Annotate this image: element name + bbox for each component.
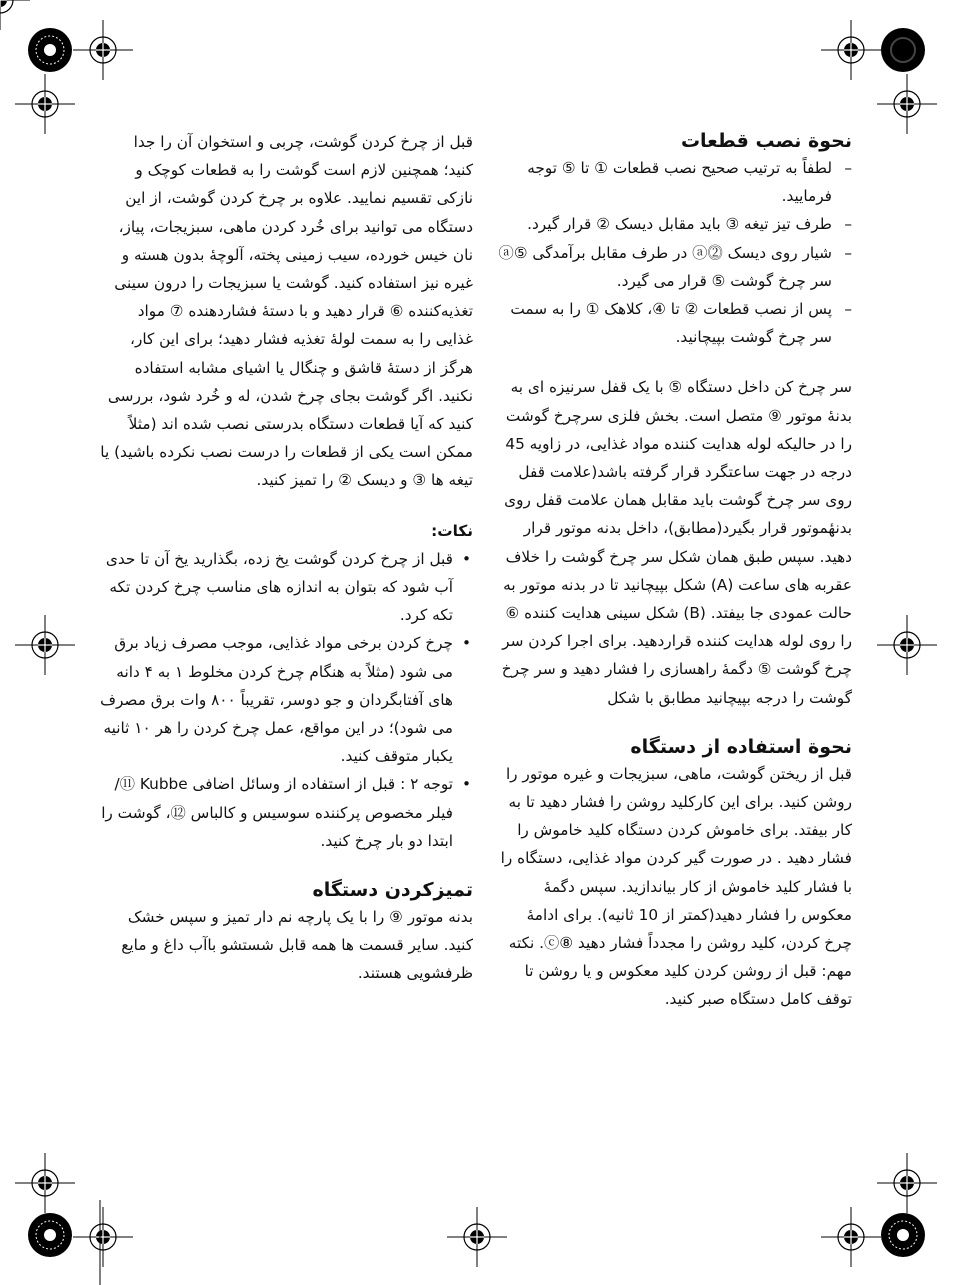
cleaning-title: تمیزکردن دستگاه (312, 879, 473, 902)
starburst-icon (881, 28, 925, 72)
crosshair-icon (0, 0, 30, 30)
assembly-list (497, 154, 852, 351)
list-item: • چرخ کردن برخی مواد غذایی، موجب مصرف زیاد برق می شود (مثلاً به هنگام چرخ کردن مخلوط ۱ به ۴ دانه های آفتابگردان و جو دوسر، تقریباً ۸۰۰ وات برق مصرف می شود)؛ در این مواقع، عمل چرخ کردن را هر ۱۰ ثانیه یکبار متوقف کنید. (100, 629, 473, 770)
list-item: – طرف تیز تیغه ③ باید مقابل دیسک ② قرار گیرد. (497, 210, 852, 238)
notes-list (100, 545, 473, 855)
intro-paragraph: قبل از چرخ کردن گوشت، چربی و استخوان آن را جدا کنید؛ همچنین لازم است گوشت را به قطعات کوچک و نازکی تقسیم نمایید. علاوه بر چرخ کردن گوشت، از این دستگاه می توانید برای خُرد کردن ماهی، سبزیجات، پیاز، نان خیس خورده، سیب زمینی پخته، آلوچهٔ بدون هسته و غیره نیز استفاده کنید. گوشت یا سبزیجات را درون سینی تغذیه‌کننده ⑥ قرار دهید و با دستهٔ فشاردهنده ⑦ مواد غذایی را به سمت لولهٔ تغذیه فشار دهید؛ برای این کار، هرگز از دستهٔ قاشق و چنگال یا اشیای مشابه استفاده نکنید. اگر گوشت بجای چرخ شدن، له و خُرد شود، بررسی کنید که آیا قطعات دستگاه بدرستی نصب شده اند (مثلاً ممکن است یکی از قطعات را درست نصب نکرده باشید) یا تیغه ها ③ و دیسک ② را تمیز کنید. (100, 133, 473, 490)
starburst-icon (28, 28, 72, 72)
list-item: – پس از نصب قطعات ② تا ④، کلاهک ① را به سمت سر چرخ گوشت بپیچانید. (497, 295, 852, 351)
usage-title: نحوة استفاده از دستگاه (630, 735, 852, 758)
notes-title: نکات: (431, 521, 473, 540)
list-item: – شیار روی دیسک ⓶ⓐ در طرف مقابل برآمدگی ⑤ⓐ سر چرخ گوشت ⑤ قرار می گیرد. (497, 239, 852, 295)
list-item: • قبل از چرخ کردن گوشت یخ زده، بگذارید یخ آن تا حدی آب شود که بتوان به اندازه های مناسب چرخ کردن تکه تکه کرد. (100, 545, 473, 630)
assembly-title: نحوة نصب قطعات (680, 130, 852, 152)
usage-paragraph: قبل از ریختن گوشت، ماهی، سبزیجات و غیره موتور را روشن کنید. برای این کارکلید روشن را فشار دهید تا به کار بیفتد. برای خاموش کردن دستگاه کلید خاموش را فشار دهید . در صورت گیر کردن مواد غذایی، دستگاه را با فشار کلید خاموش از کار بیاندازید. سپس دگمهٔ معکوس را فشار دهید(کمتر از 10 ثانیه). برای ادامهٔ چرخ کردن، کلید روشن را مجدداً فشار دهید ⑧ⓒ. نکته مهم: قبل از روشن کردن کلید معکوس و یا روشن تا توقف کامل دستگاه صبر کنید. (500, 764, 852, 1009)
starburst-icon (28, 1213, 72, 1257)
list-item: • توجه ۲ : قبل از استفاده از وسائل اضافی Kubbe ⑪/ فیلر مخصوص پرکننده سوسیس و کالباس ⑫، گوشت را ابتدا دو بار چرخ کنید. (100, 770, 473, 855)
right-column (497, 128, 852, 1014)
list-item: – لطفاً به ترتیب صحیح نصب قطعات ① تا ⑤ توجه فرمایید. (497, 154, 852, 210)
cleaning-paragraph: بدنه موتور ⑨ را با یک پارچه نم دار تمیز و سپس خشک کنید. سایر قسمت ها همه قابل شستشو باآب داغ و مایع ظرفشویی هستند. (121, 908, 473, 983)
left-column (100, 128, 473, 988)
starburst-icon (881, 1213, 925, 1257)
assembly-paragraph: سر چرخ کن داخل دستگاه ⑤ با یک قفل سرنیزه ای به بدنهٔ موتور ⑨ متصل است. بخش فلزی سرچرخ گوشت را در حالیکه لوله هدایت کننده مواد غذایی، در زاویه 45 درجه در جهت ساعتگرد قرار گرفته باشد(علامت قفل روی سر چرخ گوشت باید مقابل همان علامت قفل روی بدنهٔموتور قرار بگیرد(مطابق)، داخل بدنه موتور قرار دهید. سپس طبق همان شکل سر چرخ گوشت را خلاف عقربه های ساعت (A) شکل بپیچانید تا در بدنه موتور به حالت عمودی جا بیفتد. (B) شکل سینی هدایت کننده ⑥ را روی لوله هدایت کننده قراردهید. برای اجرا کردن سر چرخ گوشت ⑤ دگمهٔ راهسازی را فشار دهید و سر چرخ گوشت را درجه بپیچانید مطابق با شکل (501, 378, 852, 707)
